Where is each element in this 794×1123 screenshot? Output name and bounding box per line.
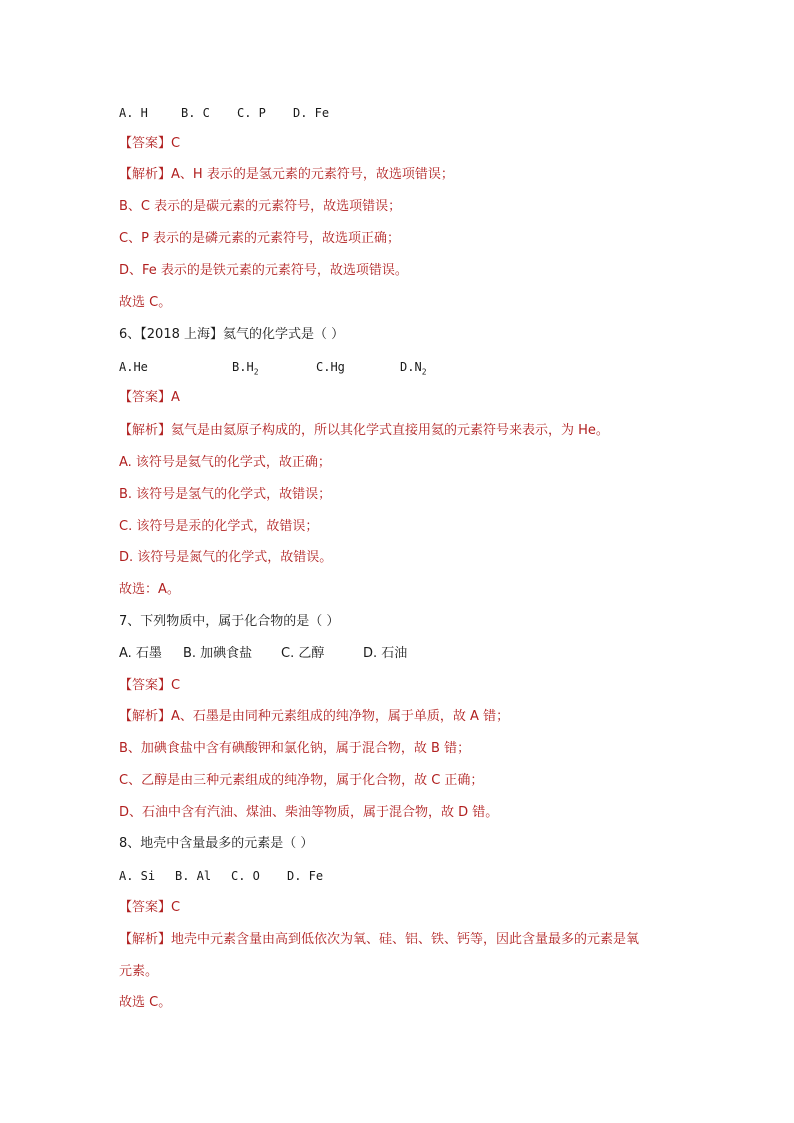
answer-value: A (171, 390, 180, 405)
q7-option-c: C. 乙醇 (281, 646, 325, 661)
q6-analysis-5: D. 该符号是氮气的化学式，故错误。 (119, 550, 333, 565)
q7-answer (119, 676, 180, 696)
q6-analysis-4: C. 该符号是汞的化学式，故错误； (119, 519, 319, 534)
q7-analysis-4: D、石油中含有汽油、煤油、柴油等物质，属于混合物，故 D 错。 (119, 805, 499, 820)
analysis-tag: 【解析】 (119, 167, 172, 182)
q5-options (119, 103, 329, 123)
q8-analysis-2: 元素。 (119, 964, 159, 979)
q5-analysis-3: C、P 表示的是磷元素的元素符号，故选项正确； (119, 231, 401, 246)
answer-tag: 【答案】 (119, 390, 172, 405)
q5-option-d: D. Fe (293, 106, 330, 120)
q8-stem: 8、地壳中含量最多的元素是（ ） (119, 836, 314, 851)
analysis-tag: 【解析】 (119, 709, 172, 724)
q7-stem: 7、下列物质中，属于化合物的是（ ） (119, 614, 340, 629)
q7-option-d: D. 石油 (363, 646, 408, 661)
q6-option-d (400, 357, 427, 377)
answer-tag: 【答案】 (119, 678, 172, 693)
answer-tag: 【答案】 (119, 900, 172, 915)
q5-analysis-2: B、C 表示的是碳元素的元素符号，故选项错误； (119, 199, 402, 214)
q8-option-d: D. Fe (287, 869, 324, 883)
q6-conclusion: 故选：A。 (119, 582, 180, 597)
q6-options (119, 357, 427, 377)
q6-analysis-2: A. 该符号是氦气的化学式，故正确； (119, 455, 331, 470)
q5-analysis-1 (119, 165, 454, 185)
q7-option-a: A. 石墨 (119, 646, 162, 661)
answer-value: C (171, 900, 181, 915)
q5-option-c: C. P (237, 106, 266, 120)
q7-analysis-2: B、加碘食盐中含有碘酸钾和氯化钠，属于混合物，故 B 错； (119, 741, 471, 756)
q8-option-c: C. O (231, 869, 260, 883)
q6-option-b (232, 357, 316, 377)
analysis-text: 氦气是由氦原子构成的，所以其化学式直接用氦的元素符号来表示，为 He。 (171, 423, 609, 438)
analysis-text: 地壳中元素含量由高到低依次为氧、硅、铝、铁、钙等，因此含量最多的元素是氧 (171, 932, 640, 947)
q6-option-b-sub: 2 (253, 367, 259, 377)
q7-option-b: B. 加碘食盐 (183, 646, 253, 661)
q5-option-b: B. C (181, 106, 210, 120)
q8-options (119, 866, 323, 886)
q5-conclusion: 故选 C。 (119, 295, 172, 310)
q8-answer (119, 898, 180, 918)
q6-analysis-1 (119, 421, 609, 441)
q8-option-a: A. Si (119, 869, 156, 883)
q6-option-a: A.He (119, 360, 148, 374)
q6-option-b-text: B.H (232, 360, 254, 374)
q6-option-c: C.Hg (316, 360, 345, 374)
q7-options (119, 644, 407, 664)
analysis-text: A、H 表示的是氢元素的元素符号，故选项错误； (171, 167, 454, 182)
analysis-tag: 【解析】 (119, 932, 172, 947)
answer-value: C (171, 678, 181, 693)
q8-analysis-1 (119, 930, 639, 950)
q6-option-d-text: D.N (400, 360, 422, 374)
q7-analysis-3: C、乙醇是由三种元素组成的纯净物，属于化合物，故 C 正确； (119, 773, 484, 788)
answer-tag: 【答案】 (119, 136, 172, 151)
q6-stem: 6、【2018 上海】氦气的化学式是（ ） (119, 327, 345, 342)
q7-analysis-1 (119, 707, 509, 727)
analysis-tag: 【解析】 (119, 423, 172, 438)
q5-option-a: A. H (119, 106, 148, 120)
q6-answer (119, 388, 180, 408)
q6-analysis-3: B. 该符号是氢气的化学式，故错误； (119, 487, 332, 502)
q5-answer (119, 134, 180, 154)
analysis-text: A、石墨是由同种元素组成的纯净物，属于单质，故 A 错； (171, 709, 510, 724)
answer-value: C (171, 136, 181, 151)
q8-conclusion: 故选 C。 (119, 995, 172, 1010)
q8-option-b: B. Al (175, 869, 212, 883)
q5-analysis-4: D、Fe 表示的是铁元素的元素符号，故选项错误。 (119, 263, 408, 278)
q6-option-d-sub: 2 (421, 367, 427, 377)
